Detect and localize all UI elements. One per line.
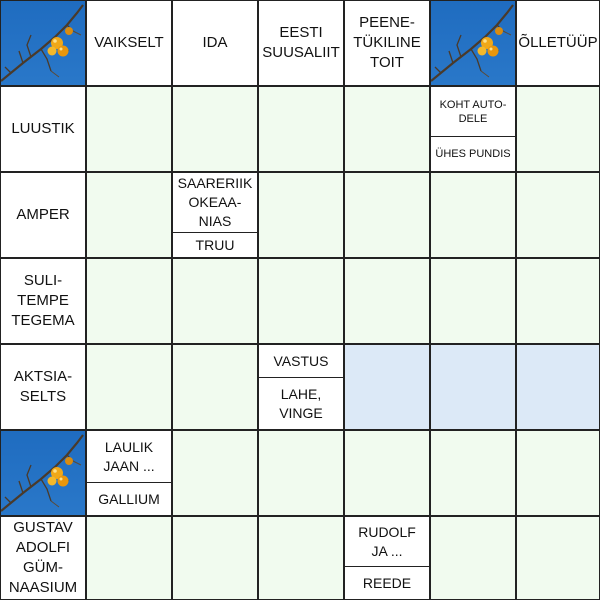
picture-clue-cell: [0, 0, 86, 86]
clue-bottom: [259, 378, 343, 429]
answer-cell[interactable]: [172, 86, 258, 172]
clue-text: VAIKSELT: [94, 34, 164, 51]
clue-text: EESTI SUUSALIIT: [262, 24, 340, 61]
clue-cell: [0, 516, 86, 600]
clue-text: TRUU: [195, 236, 235, 253]
answer-cell[interactable]: [258, 516, 344, 600]
clue-text: KOHT AUTO- DELE: [439, 98, 507, 125]
answer-cell[interactable]: [258, 258, 344, 344]
split-clue-cell: [258, 344, 344, 430]
clue-cell: [0, 172, 86, 258]
answer-cell-highlighted[interactable]: [430, 344, 516, 430]
answer-cell[interactable]: [258, 430, 344, 516]
clue-text: IDA: [202, 34, 228, 51]
clue-top: [173, 173, 257, 233]
answer-cell[interactable]: [172, 344, 258, 430]
clue-cell: [172, 0, 258, 86]
clue-text: REEDE: [362, 574, 412, 591]
clue-cell: [0, 344, 86, 430]
answer-cell[interactable]: [344, 86, 430, 172]
clue-text: SULI- TEMPE TEGEMA: [11, 272, 75, 329]
clue-text: LUUSTIK: [11, 120, 75, 137]
picture-clue-cell: [0, 430, 86, 516]
answer-cell[interactable]: [430, 430, 516, 516]
clue-text: VASTUS: [273, 352, 329, 369]
answer-cell[interactable]: [86, 344, 172, 430]
clue-text: GALLIUM: [98, 490, 160, 507]
clue-text: ÕLLETÜÜP: [518, 34, 598, 51]
clue-text: AMPER: [16, 206, 70, 223]
answer-cell[interactable]: [430, 172, 516, 258]
split-clue-cell: [86, 430, 172, 516]
clue-text: RUDOLF JA ...: [358, 523, 416, 559]
clue-text: AKTSIA- SELTS: [13, 368, 73, 405]
answer-cell[interactable]: [430, 258, 516, 344]
split-clue-cell: [172, 172, 258, 258]
answer-cell[interactable]: [86, 258, 172, 344]
clue-cell: [258, 0, 344, 86]
clue-bottom: [345, 567, 429, 599]
answer-cell[interactable]: [86, 172, 172, 258]
answer-cell[interactable]: [516, 258, 600, 344]
answer-cell[interactable]: [516, 430, 600, 516]
clue-bottom: [87, 483, 171, 515]
answer-cell[interactable]: [86, 516, 172, 600]
clue-top: [345, 517, 429, 567]
answer-cell-highlighted[interactable]: [516, 344, 600, 430]
answer-cell[interactable]: [172, 516, 258, 600]
answer-cell[interactable]: [430, 516, 516, 600]
clue-cell: [0, 86, 86, 172]
branch-fruit-icon: [1, 431, 86, 516]
clue-bottom: [173, 233, 257, 257]
clue-text: SAARERIIK OKEAA- NIAS: [177, 175, 253, 229]
answer-cell[interactable]: [258, 172, 344, 258]
answer-cell-highlighted[interactable]: [344, 344, 430, 430]
clue-text: PEENE- TÜKILINE TOIT: [353, 14, 421, 71]
clue-cell: [516, 0, 600, 86]
clue-cell: [0, 258, 86, 344]
answer-cell[interactable]: [172, 258, 258, 344]
answer-cell[interactable]: [516, 172, 600, 258]
split-clue-cell: [430, 86, 516, 172]
clue-text: LAHE, VINGE: [279, 385, 323, 421]
clue-text: ÜHES PUNDIS: [435, 148, 511, 160]
answer-cell[interactable]: [344, 430, 430, 516]
answer-cell[interactable]: [258, 86, 344, 172]
picture-clue-cell: [430, 0, 516, 86]
answer-cell[interactable]: [172, 430, 258, 516]
answer-cell[interactable]: [344, 172, 430, 258]
split-clue-cell: [344, 516, 430, 600]
answer-cell[interactable]: [516, 516, 600, 600]
branch-fruit-icon: [431, 1, 516, 86]
branch-fruit-icon: [1, 1, 86, 86]
clue-text: LAULIK JAAN ...: [103, 438, 155, 474]
clue-top: [87, 431, 171, 483]
clue-top: [259, 345, 343, 378]
answer-cell[interactable]: [516, 86, 600, 172]
clue-bottom: [431, 137, 515, 171]
answer-cell[interactable]: [344, 258, 430, 344]
answer-cell[interactable]: [86, 86, 172, 172]
clue-text: GUSTAV ADOLFI GÜM- NAASIUM: [8, 519, 78, 596]
clue-cell: [86, 0, 172, 86]
clue-top: [431, 87, 515, 137]
clue-cell: [344, 0, 430, 86]
